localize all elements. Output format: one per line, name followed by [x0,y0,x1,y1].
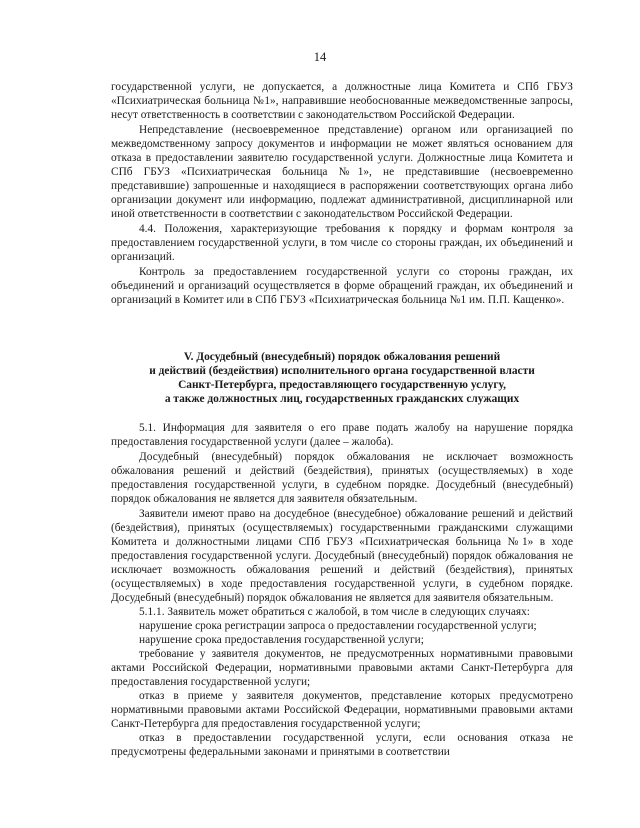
bottom-text-block [111,421,573,759]
list-item: требование у заявителя документов, не предусмотренных нормативными правовыми актами Российской Федерации, нормативными правовыми актами Санкт-Петербурга для предоставления государственной услуги; [111,648,573,688]
section-title-line: а также должностных лиц, государственных гражданских служащих [164,393,520,405]
section-title [111,350,573,406]
paragraph: Непредставление (несвоевременное представление) органом или организацией по межведомственному запросу документов и информации не может являться основанием для отказа в предоставлении заявителю государственной услуги. Должностные лица Комитета и СПб ГБУЗ «Психиатрическая больница №1», не представившие (несвоевременно представившие) запрошенные и находящиеся в распоряжении соответствующих органа либо организации документ или информацию, подлежат административной, дисциплинарной или иной ответственности в соответствии с законодательством Российской Федерации. [111,124,573,220]
paragraph: 4.4. Положения, характеризующие требования к порядку и формам контроля за предоставлением государственной услуги, в том числе со стороны граждан, их объединений и организаций. [111,223,573,263]
paragraph: Заявители имеют право на досудебное (внесудебное) обжалование решений и действий (бездействия), принятых (осуществляемых) государственными гражданскими служащими Комитета и должностными лицами СПб ГБУЗ «Психиатрическая больница №1» в ходе предоставления государственной услуги. Досудебный (внесудебный) порядок обжалования не исключает возможность обжалования решений и действий (бездействия), принятых (осуществляемых) в ходе предоставления государственной услуги, в судебном порядке. Досудебный (внесудебный) порядок обжалования не является для заявителя обязательным. [111,508,573,604]
top-text-block [111,80,573,307]
paragraph: Контроль за предоставлением государственной услуги со стороны граждан, их объединений и организаций осуществляется в форме обращений граждан, их объединений и организаций в Комитет или в СПб ГБУЗ «Психиатрическая больница №1 им. П.П. Кащенко». [111,266,573,306]
list-item: нарушение срока предоставления государственной услуги; [139,634,424,646]
paragraph: 5.1. Информация для заявителя о его праве подать жалобу на нарушение порядка предоставления государственной услуги (далее – жалоба). [111,422,573,448]
list-item: отказ в приеме у заявителя документов, представление которых предусмотрено нормативными правовыми актами Российской Федерации, нормативными правовыми актами Санкт-Петербурга для предоставления государственной услуги; [111,690,573,730]
page-number: 14 [313,50,327,64]
paragraph: государственной услуги, не допускается, а должностные лица Комитета и СПб ГБУЗ «Психиатрическая больница №1», направившие необоснованные межведомственные запросы, несут ответственность в соответствии с законодательством Российской Федерации. [111,81,573,121]
list-item: нарушение срока регистрации запроса о предоставлении государственной услуги; [139,620,537,632]
section-title-line: Санкт-Петербурга, предоставляющего государственную услугу, [178,379,506,391]
section-title-line: и действий (бездействия) исполнительного органа государственной власти [149,365,535,377]
paragraph: Досудебный (внесудебный) порядок обжалования не исключает возможность обжалования решений и действий (бездействия), принятых (осуществляемых) в ходе предоставления государственной услуги, в судебном порядке. Досудебный (внесудебный) порядок обжалования не является для заявителя обязательным. [111,451,573,505]
list-item: отказ в предоставлении государственной услуги, если основания отказа не предусмотрены федеральными законами и принятыми в соответствии [111,732,573,758]
section-title-line: V. Досудебный (внесудебный) порядок обжалования решений [183,351,501,363]
paragraph: 5.1.1. Заявитель может обратиться с жалобой, в том числе в следующих случаях: [139,606,530,618]
